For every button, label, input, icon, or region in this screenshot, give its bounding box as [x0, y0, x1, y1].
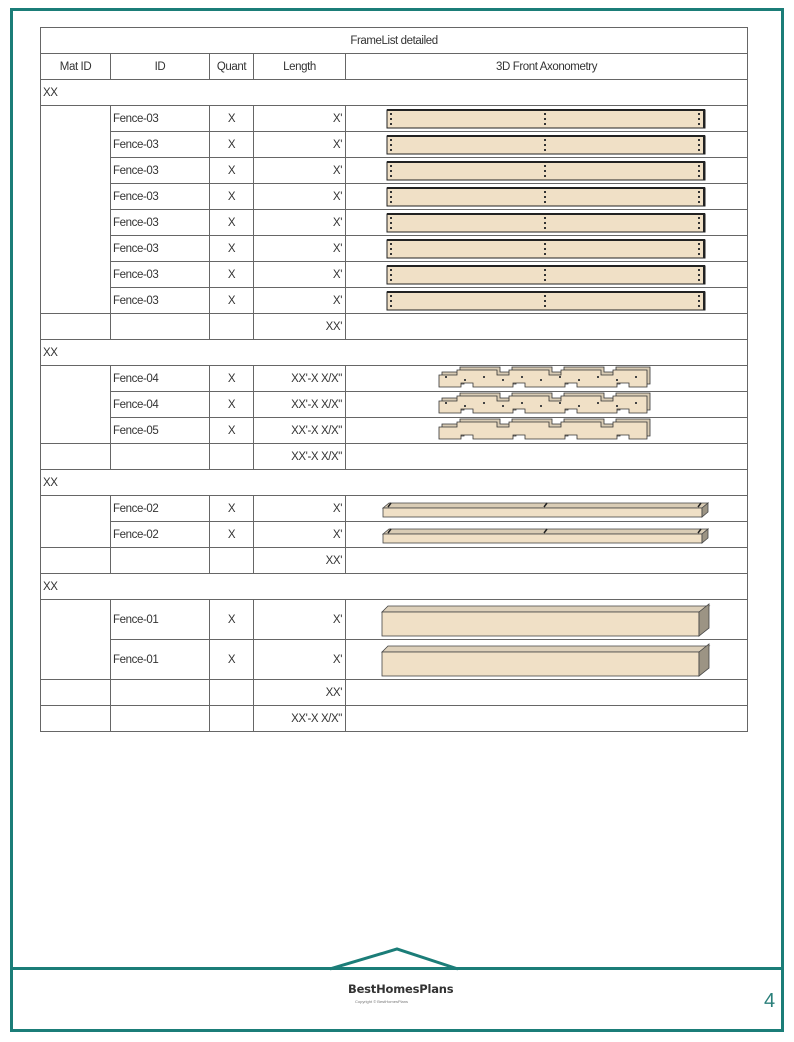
board-with-screws-drawing [346, 262, 746, 287]
group-total-length: XX' [254, 548, 346, 574]
table-row [41, 106, 748, 132]
framelist-table [40, 27, 748, 732]
table-row [41, 640, 748, 680]
group-total-length: XX' [254, 680, 346, 706]
mat-id-label: XX [41, 80, 748, 106]
thin-board-drawing [346, 522, 746, 547]
table-row [41, 158, 748, 184]
empty-cell [346, 548, 748, 574]
material-group-row [41, 470, 748, 496]
table-row [41, 600, 748, 640]
axonometry-cell [346, 288, 748, 314]
board-with-screws-drawing [346, 236, 746, 261]
mat-id-cell [41, 600, 111, 680]
frame-length: X' [254, 106, 346, 132]
frame-length: X' [254, 600, 346, 640]
frame-id: Fence-03 [111, 106, 210, 132]
mat-id-label: XX [41, 470, 748, 496]
thin-board-drawing [346, 496, 746, 521]
empty-cell [346, 680, 748, 706]
frame-quant: X [210, 366, 254, 392]
empty-cell [41, 548, 111, 574]
empty-cell [210, 706, 254, 732]
frame-quant: X [210, 640, 254, 680]
notched-rail-with-screws-drawing [346, 392, 746, 417]
table-row [41, 184, 748, 210]
empty-cell [111, 680, 210, 706]
frame-quant: X [210, 262, 254, 288]
empty-cell [210, 314, 254, 340]
frame-id: Fence-03 [111, 132, 210, 158]
axonometry-cell [346, 210, 748, 236]
mat-id-cell [41, 366, 111, 444]
footer-brand: BestHomesPlans [348, 982, 454, 996]
group-total-row [41, 314, 748, 340]
frame-length: X' [254, 210, 346, 236]
frame-length: X' [254, 262, 346, 288]
frame-id: Fence-03 [111, 184, 210, 210]
frame-length: X' [254, 640, 346, 680]
notched-rail-drawing [346, 418, 746, 443]
group-total-row [41, 548, 748, 574]
notched-rail-with-screws-drawing [346, 366, 746, 391]
board-with-screws-drawing [346, 288, 746, 313]
frame-quant: X [210, 600, 254, 640]
header-length: Length [254, 54, 346, 80]
frame-id: Fence-02 [111, 522, 210, 548]
frame-id: Fence-04 [111, 366, 210, 392]
frame-id: Fence-03 [111, 262, 210, 288]
axonometry-cell [346, 366, 748, 392]
empty-cell [346, 444, 748, 470]
frame-id: Fence-04 [111, 392, 210, 418]
header-mat-id: Mat ID [41, 54, 111, 80]
frame-quant: X [210, 236, 254, 262]
beam-drawing [346, 600, 746, 639]
frame-quant: X [210, 288, 254, 314]
board-with-screws-drawing [346, 106, 746, 131]
table-row [41, 366, 748, 392]
empty-cell [111, 548, 210, 574]
frame-id: Fence-05 [111, 418, 210, 444]
frame-quant: X [210, 132, 254, 158]
empty-cell [346, 706, 748, 732]
frame-id: Fence-03 [111, 288, 210, 314]
axonometry-cell [346, 496, 748, 522]
grand-total-row [41, 706, 748, 732]
material-group-row [41, 574, 748, 600]
table-title-row [41, 28, 748, 54]
header-id: ID [111, 54, 210, 80]
table-row [41, 392, 748, 418]
frame-id: Fence-02 [111, 496, 210, 522]
frame-length: X' [254, 288, 346, 314]
axonometry-cell [346, 522, 748, 548]
grand-total-length: XX'-X X/X" [254, 706, 346, 732]
group-total-length: XX'-X X/X" [254, 444, 346, 470]
frame-id: Fence-01 [111, 600, 210, 640]
frame-id: Fence-03 [111, 158, 210, 184]
empty-cell [210, 548, 254, 574]
footer-copyright: Copyright © BestHomesPlans [355, 999, 408, 1004]
group-total-length: XX' [254, 314, 346, 340]
empty-cell [111, 706, 210, 732]
axonometry-cell [346, 132, 748, 158]
empty-cell [41, 706, 111, 732]
mat-id-cell [41, 496, 111, 548]
frame-quant: X [210, 522, 254, 548]
axonometry-cell [346, 106, 748, 132]
table-row [41, 418, 748, 444]
frame-length: X' [254, 496, 346, 522]
board-with-screws-drawing [346, 184, 746, 209]
frame-length: XX'-X X/X" [254, 418, 346, 444]
empty-cell [111, 444, 210, 470]
frame-quant: X [210, 106, 254, 132]
group-total-row [41, 444, 748, 470]
empty-cell [41, 444, 111, 470]
frame-quant: X [210, 392, 254, 418]
mat-id-label: XX [41, 340, 748, 366]
frame-quant: X [210, 158, 254, 184]
frame-length: X' [254, 522, 346, 548]
axonometry-cell [346, 262, 748, 288]
beam-drawing [346, 640, 746, 679]
frame-length: X' [254, 158, 346, 184]
board-with-screws-drawing [346, 158, 746, 183]
empty-cell [346, 314, 748, 340]
frame-quant: X [210, 210, 254, 236]
table-row [41, 522, 748, 548]
table-row [41, 496, 748, 522]
empty-cell [210, 444, 254, 470]
frame-quant: X [210, 184, 254, 210]
axonometry-cell [346, 184, 748, 210]
frame-length: X' [254, 184, 346, 210]
table-header-row [41, 54, 748, 80]
frame-length: XX'-X X/X" [254, 366, 346, 392]
frame-id: Fence-03 [111, 236, 210, 262]
table-row [41, 288, 748, 314]
frame-id: Fence-01 [111, 640, 210, 680]
table-row [41, 236, 748, 262]
axonometry-cell [346, 600, 748, 640]
frame-length: XX'-X X/X" [254, 392, 346, 418]
material-group-row [41, 80, 748, 106]
mat-id-label: XX [41, 574, 748, 600]
group-total-row [41, 680, 748, 706]
page-number: 4 [764, 990, 776, 1012]
roof-logo-icon [330, 945, 462, 971]
mat-id-cell [41, 106, 111, 314]
table-title: FrameList detailed [41, 28, 748, 54]
frame-quant: X [210, 418, 254, 444]
axonometry-cell [346, 158, 748, 184]
header-3d-axonometry: 3D Front Axonometry [346, 54, 748, 80]
empty-cell [41, 314, 111, 340]
header-quant: Quant [210, 54, 254, 80]
frame-length: X' [254, 132, 346, 158]
frame-id: Fence-03 [111, 210, 210, 236]
table-row [41, 132, 748, 158]
axonometry-cell [346, 236, 748, 262]
axonometry-cell [346, 418, 748, 444]
frame-length: X' [254, 236, 346, 262]
board-with-screws-drawing [346, 210, 746, 235]
empty-cell [41, 680, 111, 706]
frame-quant: X [210, 496, 254, 522]
empty-cell [111, 314, 210, 340]
material-group-row [41, 340, 748, 366]
axonometry-cell [346, 640, 748, 680]
axonometry-cell [346, 392, 748, 418]
empty-cell [210, 680, 254, 706]
board-with-screws-drawing [346, 132, 746, 157]
table-row [41, 262, 748, 288]
table-row [41, 210, 748, 236]
